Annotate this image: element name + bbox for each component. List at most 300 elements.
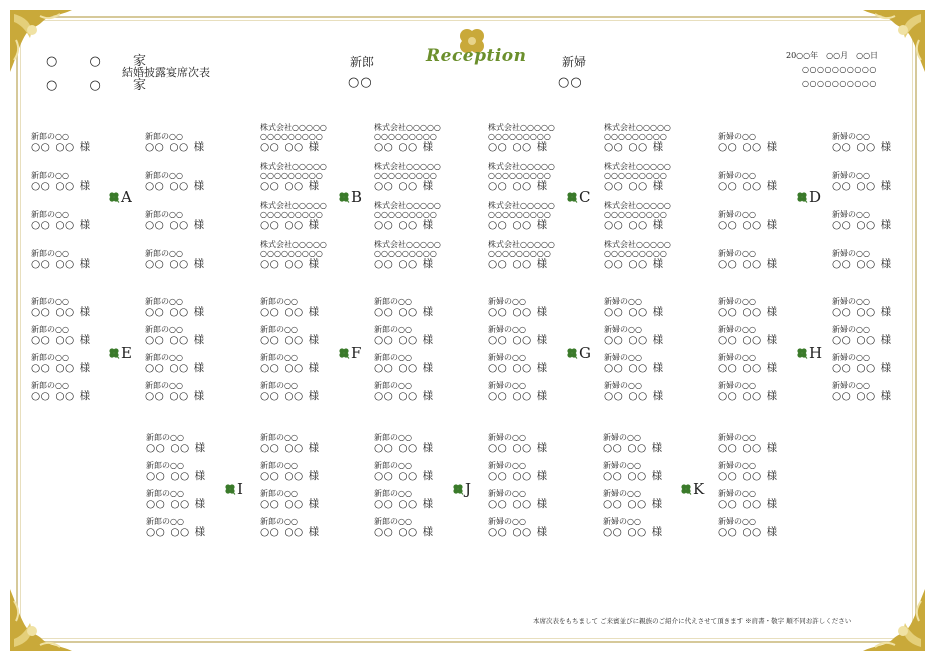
guest-name-given: ○○	[170, 470, 190, 482]
guest-entry	[374, 434, 439, 454]
guest-affiliation: 株式会社○○○○○	[604, 240, 671, 249]
guest-affiliation: 新婦の○○	[718, 249, 756, 258]
guest-name-hon: 様	[422, 306, 434, 318]
guest-affiliation: 株式会社○○○○○	[374, 201, 441, 210]
guest-name-name: ○○	[260, 258, 280, 270]
guest-name-given: ○○	[170, 498, 190, 510]
guest-name	[718, 181, 783, 192]
guest-name-given: ○○	[55, 306, 75, 318]
guest-affiliation: 新郎の○○	[31, 249, 69, 258]
guest-affiliation: 株式会社○○○○○	[260, 162, 327, 171]
guest-entry	[718, 326, 783, 346]
guest-name	[604, 363, 669, 374]
guest-name	[260, 335, 325, 346]
guest-entry	[146, 462, 211, 482]
guest-name	[31, 335, 96, 346]
guest-entry	[31, 211, 96, 231]
guest-name-hon: 様	[536, 306, 548, 318]
guest-entry	[260, 202, 327, 231]
guest-name-name: ○○	[145, 180, 165, 192]
guest-name-hon: 様	[422, 390, 434, 402]
guest-name-hon: 様	[422, 334, 434, 346]
guest-name-hon: 様	[194, 470, 206, 482]
table-label-k	[680, 480, 704, 498]
guest-entry	[488, 354, 553, 374]
guest-name-given: ○○	[628, 306, 648, 318]
guest-entry	[488, 298, 553, 318]
guest-entry	[374, 163, 441, 192]
guest-entry	[374, 382, 439, 402]
guest-name-hon: 様	[193, 258, 205, 270]
guest-name-given: ○○	[55, 334, 75, 346]
table-label-c	[566, 188, 590, 206]
guest-affiliation: 新婦の○○	[488, 517, 526, 526]
guest-name-name: ○○	[603, 470, 623, 482]
guest-entry	[374, 490, 439, 510]
guest-name-hon: 様	[422, 180, 434, 192]
guest-name-hon: 様	[536, 334, 548, 346]
guest-name	[488, 181, 555, 192]
guest-name-given: ○○	[512, 141, 532, 153]
guest-entry	[260, 298, 325, 318]
guest-name-name: ○○	[31, 219, 51, 231]
guest-name-name: ○○	[31, 141, 51, 153]
guest-affiliation: 新郎の○○	[374, 433, 412, 442]
guest-name-given: ○○	[627, 526, 647, 538]
guest-affiliation: 株式会社○○○○○	[488, 240, 555, 249]
guest-name-given: ○○	[512, 470, 532, 482]
guest-name-given: ○○	[856, 334, 876, 346]
guest-affiliation: 新婦の○○	[718, 353, 756, 362]
guest-name-given: ○○	[742, 470, 762, 482]
guest-entry	[145, 298, 210, 318]
guest-affiliation: 新郎の○○	[260, 433, 298, 442]
guest-name-hon: 様	[308, 219, 320, 231]
guest-affiliation: 新郎の○○	[374, 489, 412, 498]
guest-name-hon: 様	[422, 258, 434, 270]
guest-entry	[374, 241, 441, 270]
guest-name-name: ○○	[374, 362, 394, 374]
guest-name-given: ○○	[55, 390, 75, 402]
guest-name	[832, 220, 897, 231]
guest-affiliation: 新郎の○○	[31, 297, 69, 306]
guest-entry	[832, 298, 897, 318]
guest-entry	[604, 202, 671, 231]
guest-name	[145, 220, 210, 231]
guest-entry	[374, 202, 441, 231]
guest-name-hon: 様	[79, 219, 91, 231]
family-name-2: ○ ○ 家	[46, 78, 160, 93]
guest-affiliation: 新郎の○○	[146, 517, 184, 526]
guest-name-name: ○○	[488, 141, 508, 153]
guest-name	[718, 307, 783, 318]
guest-name	[260, 307, 325, 318]
guest-name-name: ○○	[145, 141, 165, 153]
guest-affiliation: 新婦の○○	[488, 461, 526, 470]
guest-affiliation: 新郎の○○	[374, 461, 412, 470]
guest-name	[603, 499, 668, 510]
guest-name	[260, 259, 327, 270]
guest-name-given: ○○	[398, 219, 418, 231]
table-letter: A	[121, 188, 132, 206]
guest-name-given: ○○	[170, 526, 190, 538]
venue-line-2: ○○○○○○○○○○	[802, 79, 877, 88]
guest-name	[145, 142, 210, 153]
guest-affiliation: 新郎の○○	[146, 461, 184, 470]
guest-name-hon: 様	[422, 141, 434, 153]
guest-name-hon: 様	[766, 470, 778, 482]
guest-name-name: ○○	[374, 498, 394, 510]
guest-affiliation-2: ○○○○○○○○○	[374, 132, 437, 141]
guest-name-hon: 様	[422, 470, 434, 482]
guest-name-given: ○○	[628, 334, 648, 346]
guest-affiliation: 新郎の○○	[374, 353, 412, 362]
guest-affiliation: 新郎の○○	[374, 297, 412, 306]
guest-name-hon: 様	[536, 442, 548, 454]
guest-name-given: ○○	[742, 362, 762, 374]
guest-name-given: ○○	[398, 141, 418, 153]
guest-affiliation-2: ○○○○○○○○○	[488, 171, 551, 180]
guest-name	[604, 181, 671, 192]
guest-name	[374, 471, 439, 482]
guest-name	[604, 142, 671, 153]
guest-name-name: ○○	[146, 526, 166, 538]
guest-affiliation: 新婦の○○	[718, 489, 756, 498]
table-label-h	[796, 344, 822, 362]
guest-affiliation: 新婦の○○	[832, 381, 870, 390]
guest-affiliation: 新郎の○○	[146, 489, 184, 498]
guest-name-name: ○○	[145, 258, 165, 270]
guest-name-hon: 様	[880, 180, 892, 192]
guest-affiliation-2: ○○○○○○○○○	[604, 249, 667, 258]
guest-affiliation: 新婦の○○	[488, 353, 526, 362]
guest-name-name: ○○	[488, 470, 508, 482]
guest-name	[832, 391, 897, 402]
guest-name	[374, 499, 439, 510]
table-letter: E	[121, 344, 132, 362]
guest-name-given: ○○	[284, 306, 304, 318]
guest-name	[488, 335, 553, 346]
guest-name-given: ○○	[627, 470, 647, 482]
guest-name	[604, 259, 671, 270]
guest-name	[260, 181, 327, 192]
guest-name-hon: 様	[536, 141, 548, 153]
guest-name-given: ○○	[856, 390, 876, 402]
guest-name-name: ○○	[488, 258, 508, 270]
guest-affiliation-2: ○○○○○○○○○	[260, 171, 323, 180]
clover-icon	[566, 191, 578, 203]
clover-icon	[338, 191, 350, 203]
table-label-i	[224, 480, 243, 498]
guest-affiliation: 新郎の○○	[374, 381, 412, 390]
guest-affiliation-2: ○○○○○○○○○	[604, 210, 667, 219]
guest-name-given: ○○	[628, 362, 648, 374]
guest-name	[260, 220, 327, 231]
guest-name-given: ○○	[169, 334, 189, 346]
guest-name-given: ○○	[856, 258, 876, 270]
guest-name-hon: 様	[308, 390, 320, 402]
guest-name-given: ○○	[856, 141, 876, 153]
guest-name	[718, 363, 783, 374]
guest-name-hon: 様	[880, 390, 892, 402]
guest-name-name: ○○	[718, 219, 738, 231]
guest-name-name: ○○	[260, 334, 280, 346]
guest-name-name: ○○	[604, 219, 624, 231]
guest-name-given: ○○	[169, 306, 189, 318]
guest-name-name: ○○	[604, 258, 624, 270]
guest-name-given: ○○	[398, 498, 418, 510]
guest-affiliation: 新郎の○○	[260, 517, 298, 526]
guest-entry	[604, 326, 669, 346]
guest-entry	[718, 518, 783, 538]
guest-entry	[718, 133, 783, 153]
guest-name	[832, 307, 897, 318]
guest-entry	[260, 490, 325, 510]
guest-entry	[488, 434, 553, 454]
family-name-1: ○ ○ 家	[46, 54, 160, 69]
guest-affiliation: 新婦の○○	[832, 132, 870, 141]
guest-entry	[145, 172, 210, 192]
guest-entry	[260, 518, 325, 538]
guest-name-name: ○○	[832, 258, 852, 270]
guest-entry	[604, 163, 671, 192]
guest-entry	[718, 250, 783, 270]
guest-name-hon: 様	[766, 258, 778, 270]
guest-entry	[718, 172, 783, 192]
guest-name	[146, 443, 211, 454]
guest-affiliation-2: ○○○○○○○○○	[488, 132, 551, 141]
guest-name	[374, 363, 439, 374]
guest-name-name: ○○	[718, 306, 738, 318]
guest-name	[604, 391, 669, 402]
clover-icon	[680, 483, 692, 495]
guest-name-given: ○○	[284, 470, 304, 482]
guest-name-given: ○○	[398, 470, 418, 482]
guest-affiliation: 新婦の○○	[718, 461, 756, 470]
guest-name	[31, 307, 96, 318]
guest-affiliation: 新郎の○○	[145, 353, 183, 362]
guest-name-name: ○○	[146, 470, 166, 482]
guest-name	[488, 443, 553, 454]
guest-name-hon: 様	[79, 306, 91, 318]
guest-name-hon: 様	[536, 390, 548, 402]
guest-name-name: ○○	[604, 390, 624, 402]
guest-name-given: ○○	[856, 306, 876, 318]
guest-name-hon: 様	[193, 180, 205, 192]
guest-name-hon: 様	[422, 362, 434, 374]
guest-name-given: ○○	[398, 362, 418, 374]
guest-entry	[260, 241, 327, 270]
guest-name	[260, 142, 327, 153]
guest-name-name: ○○	[31, 306, 51, 318]
guest-name	[374, 335, 439, 346]
guest-name-given: ○○	[398, 334, 418, 346]
guest-name-name: ○○	[145, 334, 165, 346]
guest-name-given: ○○	[169, 180, 189, 192]
guest-affiliation: 新婦の○○	[603, 489, 641, 498]
guest-affiliation: 株式会社○○○○○	[488, 162, 555, 171]
guest-name-name: ○○	[718, 526, 738, 538]
guest-name-given: ○○	[742, 390, 762, 402]
guest-entry	[260, 326, 325, 346]
guest-entry	[832, 211, 897, 231]
guest-entry	[145, 382, 210, 402]
guest-name-name: ○○	[145, 219, 165, 231]
guest-affiliation: 新婦の○○	[604, 325, 642, 334]
guest-affiliation: 新婦の○○	[832, 210, 870, 219]
guest-name	[718, 527, 783, 538]
guest-affiliation: 新婦の○○	[718, 210, 756, 219]
guest-name-given: ○○	[284, 442, 304, 454]
table-letter: I	[237, 480, 243, 498]
guest-affiliation: 新郎の○○	[260, 461, 298, 470]
guest-name-name: ○○	[260, 526, 280, 538]
guest-name-hon: 様	[422, 219, 434, 231]
guest-affiliation: 新婦の○○	[718, 325, 756, 334]
guest-affiliation: 新郎の○○	[145, 325, 183, 334]
guest-entry	[718, 490, 783, 510]
guest-entry	[718, 211, 783, 231]
guest-name-name: ○○	[260, 180, 280, 192]
guest-affiliation: 新郎の○○	[31, 132, 69, 141]
guest-name	[31, 391, 96, 402]
groom-label: 新郎	[350, 55, 375, 69]
guest-name-name: ○○	[260, 362, 280, 374]
guest-entry	[832, 172, 897, 192]
guest-affiliation: 新郎の○○	[260, 297, 298, 306]
guest-name-name: ○○	[604, 362, 624, 374]
guest-name-name: ○○	[374, 306, 394, 318]
guest-name-hon: 様	[536, 180, 548, 192]
guest-name-given: ○○	[627, 442, 647, 454]
guest-name-hon: 様	[880, 334, 892, 346]
guest-name-given: ○○	[512, 442, 532, 454]
guest-name-hon: 様	[536, 526, 548, 538]
guest-name-hon: 様	[194, 498, 206, 510]
guest-affiliation: 株式会社○○○○○	[374, 162, 441, 171]
table-letter: K	[693, 480, 705, 498]
guest-name-given: ○○	[628, 219, 648, 231]
guest-name-given: ○○	[284, 362, 304, 374]
guest-entry	[488, 490, 553, 510]
guest-name-hon: 様	[79, 390, 91, 402]
guest-name	[488, 527, 553, 538]
guest-entry	[488, 382, 553, 402]
guest-entry	[260, 382, 325, 402]
guest-entry	[604, 354, 669, 374]
guest-name-given: ○○	[169, 219, 189, 231]
guest-name-hon: 様	[422, 442, 434, 454]
table-label-f	[338, 344, 361, 362]
guest-name-given: ○○	[742, 180, 762, 192]
guest-name-name: ○○	[832, 219, 852, 231]
table-label-d	[796, 188, 821, 206]
groom-name: ○○	[348, 75, 373, 90]
guest-affiliation: 新婦の○○	[488, 433, 526, 442]
clover-icon	[796, 347, 808, 359]
guest-affiliation: 株式会社○○○○○	[604, 123, 671, 132]
guest-name-given: ○○	[284, 334, 304, 346]
guest-name-name: ○○	[718, 498, 738, 510]
guest-name-name: ○○	[374, 470, 394, 482]
guest-entry	[146, 518, 211, 538]
guest-name-name: ○○	[145, 306, 165, 318]
clover-icon	[452, 483, 464, 495]
guest-name-name: ○○	[604, 141, 624, 153]
guest-name-hon: 様	[308, 306, 320, 318]
guest-name	[145, 363, 210, 374]
guest-name-hon: 様	[766, 362, 778, 374]
guest-name	[145, 391, 210, 402]
guest-affiliation: 新郎の○○	[145, 210, 183, 219]
guest-name-name: ○○	[260, 219, 280, 231]
guest-name-name: ○○	[374, 442, 394, 454]
guest-name-name: ○○	[832, 362, 852, 374]
table-letter: G	[579, 344, 591, 362]
table-label-j	[452, 480, 471, 498]
guest-name-hon: 様	[422, 498, 434, 510]
guest-name	[260, 471, 325, 482]
guest-name	[146, 499, 211, 510]
guest-name-name: ○○	[31, 258, 51, 270]
guest-name	[488, 471, 553, 482]
guest-name-hon: 様	[308, 180, 320, 192]
guest-name	[832, 335, 897, 346]
guest-name	[145, 335, 210, 346]
guest-entry	[488, 241, 555, 270]
venue-line-1: ○○○○○○○○○○	[802, 65, 877, 74]
guest-affiliation: 新婦の○○	[832, 325, 870, 334]
corner-ornament-top-left	[10, 10, 80, 80]
guest-name-name: ○○	[832, 306, 852, 318]
guest-name	[718, 335, 783, 346]
clover-icon	[338, 347, 350, 359]
guest-name-given: ○○	[284, 498, 304, 510]
guest-name-name: ○○	[718, 334, 738, 346]
guest-name-hon: 様	[651, 470, 663, 482]
guest-name	[604, 335, 669, 346]
guest-entry	[374, 326, 439, 346]
guest-affiliation: 株式会社○○○○○	[260, 201, 327, 210]
guest-entry	[718, 354, 783, 374]
guest-affiliation-2: ○○○○○○○○○	[260, 210, 323, 219]
guest-name-hon: 様	[880, 219, 892, 231]
guest-name-given: ○○	[512, 498, 532, 510]
guest-name-given: ○○	[742, 258, 762, 270]
guest-name-hon: 様	[536, 258, 548, 270]
table-label-a	[108, 188, 132, 206]
guest-name-name: ○○	[488, 180, 508, 192]
guest-name-given: ○○	[512, 258, 532, 270]
guest-name	[488, 391, 553, 402]
guest-name-given: ○○	[169, 141, 189, 153]
guest-entry	[488, 202, 555, 231]
guest-name-hon: 様	[652, 362, 664, 374]
guest-name-hon: 様	[880, 141, 892, 153]
guest-name-hon: 様	[880, 362, 892, 374]
guest-name-name: ○○	[145, 390, 165, 402]
guest-name-hon: 様	[422, 526, 434, 538]
guest-name-hon: 様	[652, 334, 664, 346]
guest-affiliation: 新婦の○○	[488, 325, 526, 334]
guest-name-given: ○○	[512, 334, 532, 346]
guest-name-hon: 様	[308, 141, 320, 153]
guest-name-name: ○○	[603, 526, 623, 538]
guest-affiliation: 新郎の○○	[260, 325, 298, 334]
guest-name-given: ○○	[55, 219, 75, 231]
guest-entry	[260, 462, 325, 482]
document-title: 結婚披露宴席次表	[122, 66, 210, 79]
